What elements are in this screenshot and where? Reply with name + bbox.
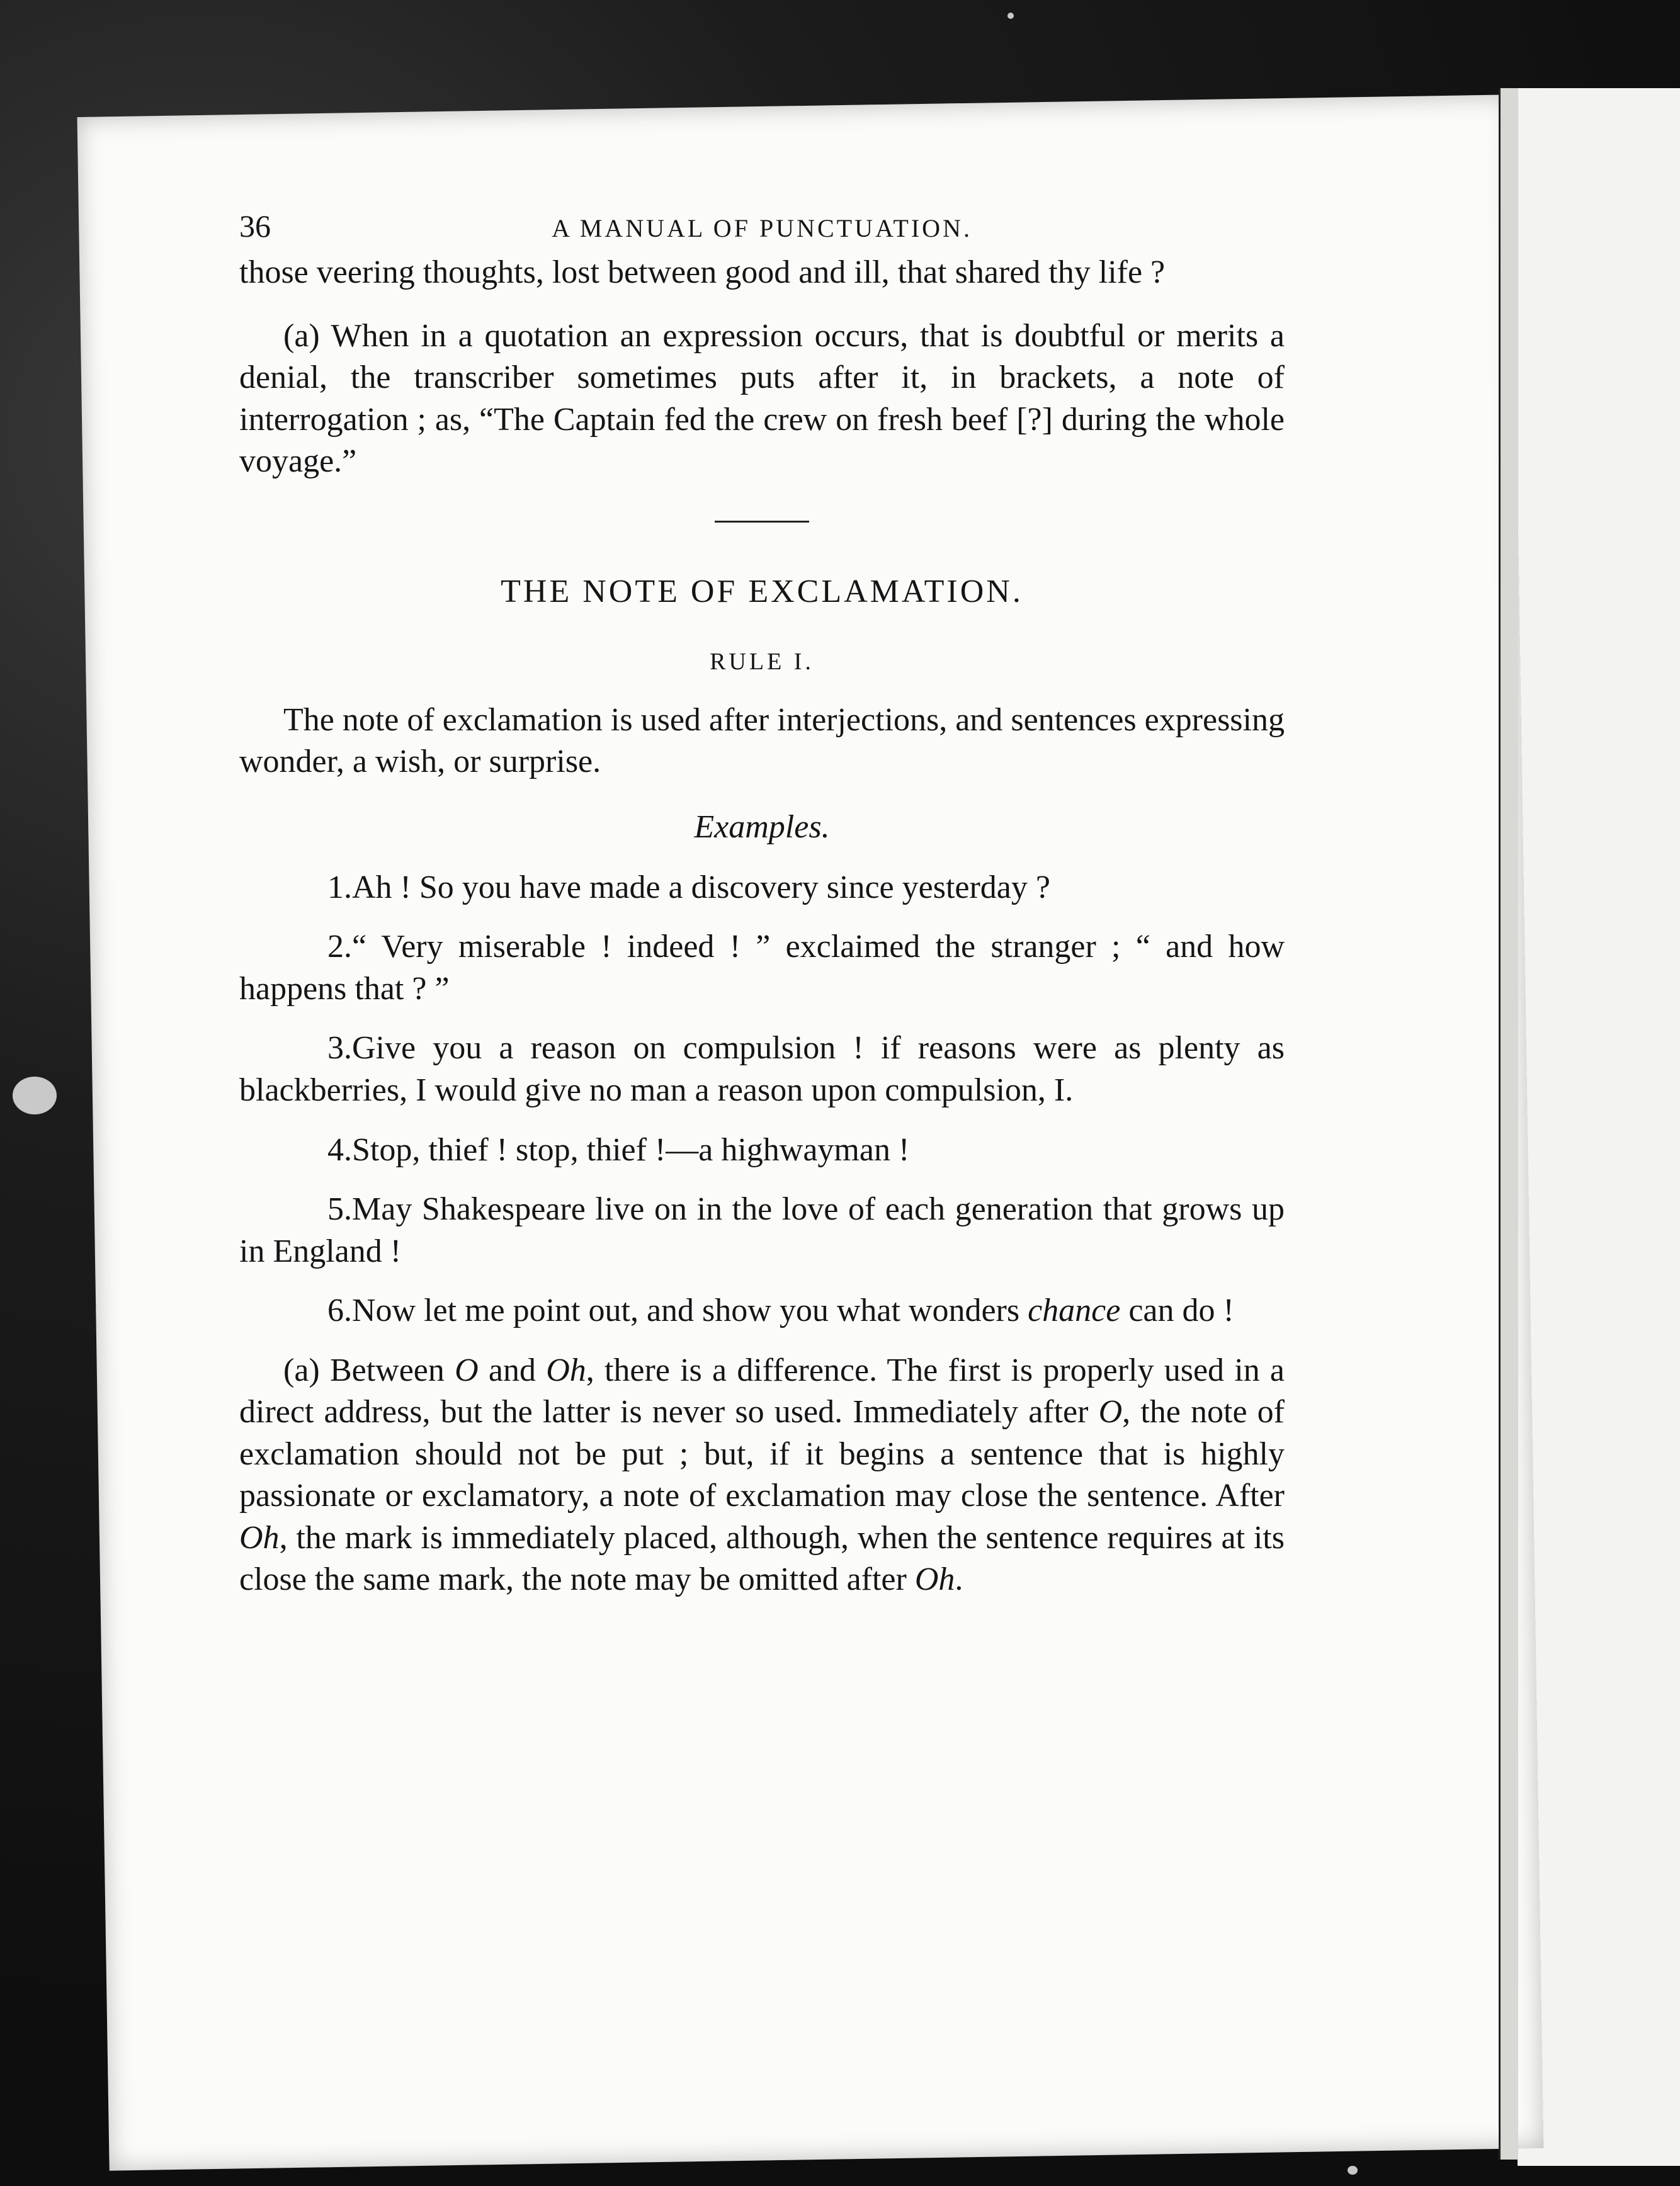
rule-label: RULE I. [710, 648, 814, 675]
note-label: (a) [283, 1352, 320, 1388]
example-item [239, 926, 1285, 1010]
example-item [239, 1130, 1285, 1172]
example-number: 4. [327, 1131, 352, 1168]
note-text: and [478, 1352, 547, 1388]
note-oh-paragraph [239, 1350, 1285, 1601]
example-item [239, 1028, 1285, 1111]
example-text: Ah ! So you have made a discovery since yesterday ? [352, 869, 1050, 905]
note-text: , there is a difference. The first is properly used in a direct address, but the latter is never so used. Immediately after [239, 1352, 1285, 1430]
example-number: 2. [327, 929, 352, 965]
note-text: Between [319, 1352, 455, 1388]
scan-speck [1348, 2166, 1358, 2175]
note-emphasis: O [455, 1352, 479, 1388]
note-emphasis: Oh [546, 1352, 586, 1388]
example-text: Now let me point out, and show you what wonders [352, 1293, 1028, 1329]
example-emphasis: chance [1028, 1293, 1121, 1329]
continuation-paragraph: those veering thoughts, lost between good and ill, that shared thy life ? [239, 254, 1166, 290]
example-item [239, 867, 1285, 909]
note-emphasis: O [1098, 1394, 1123, 1430]
section-title: THE NOTE OF EXCLAMATION. [501, 573, 1023, 609]
example-text: May Shakespeare live on in the love of each generation that grows up in England ! [239, 1191, 1285, 1269]
example-text: “ Very miserable ! indeed ! ” exclaimed the stranger ; “ and how happens that ? ” [239, 929, 1285, 1007]
example-text: can do ! [1120, 1293, 1234, 1329]
example-text: Give you a reason on compulsion ! if reasons were as plenty as blackberries, I would give no man a reason upon compulsion, I. [239, 1030, 1285, 1109]
running-head [239, 208, 1285, 252]
page-gutter-edge [1499, 88, 1518, 2160]
example-number: 1. [327, 869, 352, 905]
note-a-paragraph: (a) When in a quotation an expression occurs, that is doubtful or merits a denial, the transcriber sometimes puts after it, in brackets, a note of interrogation ; as, “The Captain fed the crew on fresh beef [?] during the whole voyage.” [239, 317, 1285, 480]
note-text: , the mark is immediately placed, although, when the sentence requires at its close the same mark, the note may be omitted after [239, 1519, 1285, 1598]
scan-speck [1007, 13, 1014, 19]
example-item [239, 1189, 1285, 1272]
page-number: 36 [239, 208, 271, 244]
note-text: . [955, 1561, 963, 1598]
rule-text: The note of exclamation is used after interjections, and sentences expressing wonder, a wish, or surprise. [239, 701, 1285, 780]
note-text: , the note of exclamation should not be put ; but, if it begins a sentence that is highly passionate or exclamatory, a note of exclamation may close the sentence. After [239, 1394, 1285, 1514]
section-divider [715, 521, 809, 523]
note-emphasis: Oh [239, 1519, 280, 1556]
adjacent-page [1518, 88, 1680, 2166]
example-item [239, 1290, 1285, 1332]
note-emphasis: Oh [914, 1561, 955, 1598]
running-title: A MANUAL OF PUNCTUATION. [552, 214, 972, 242]
example-number: 6. [327, 1293, 352, 1329]
scan-speck [13, 1077, 57, 1114]
example-text: Stop, thief ! stop, thief !—a highwayman ! [352, 1131, 910, 1168]
example-number: 5. [327, 1191, 352, 1228]
examples-heading: Examples. [694, 808, 830, 845]
example-number: 3. [327, 1030, 352, 1067]
page-content [239, 208, 1285, 1623]
